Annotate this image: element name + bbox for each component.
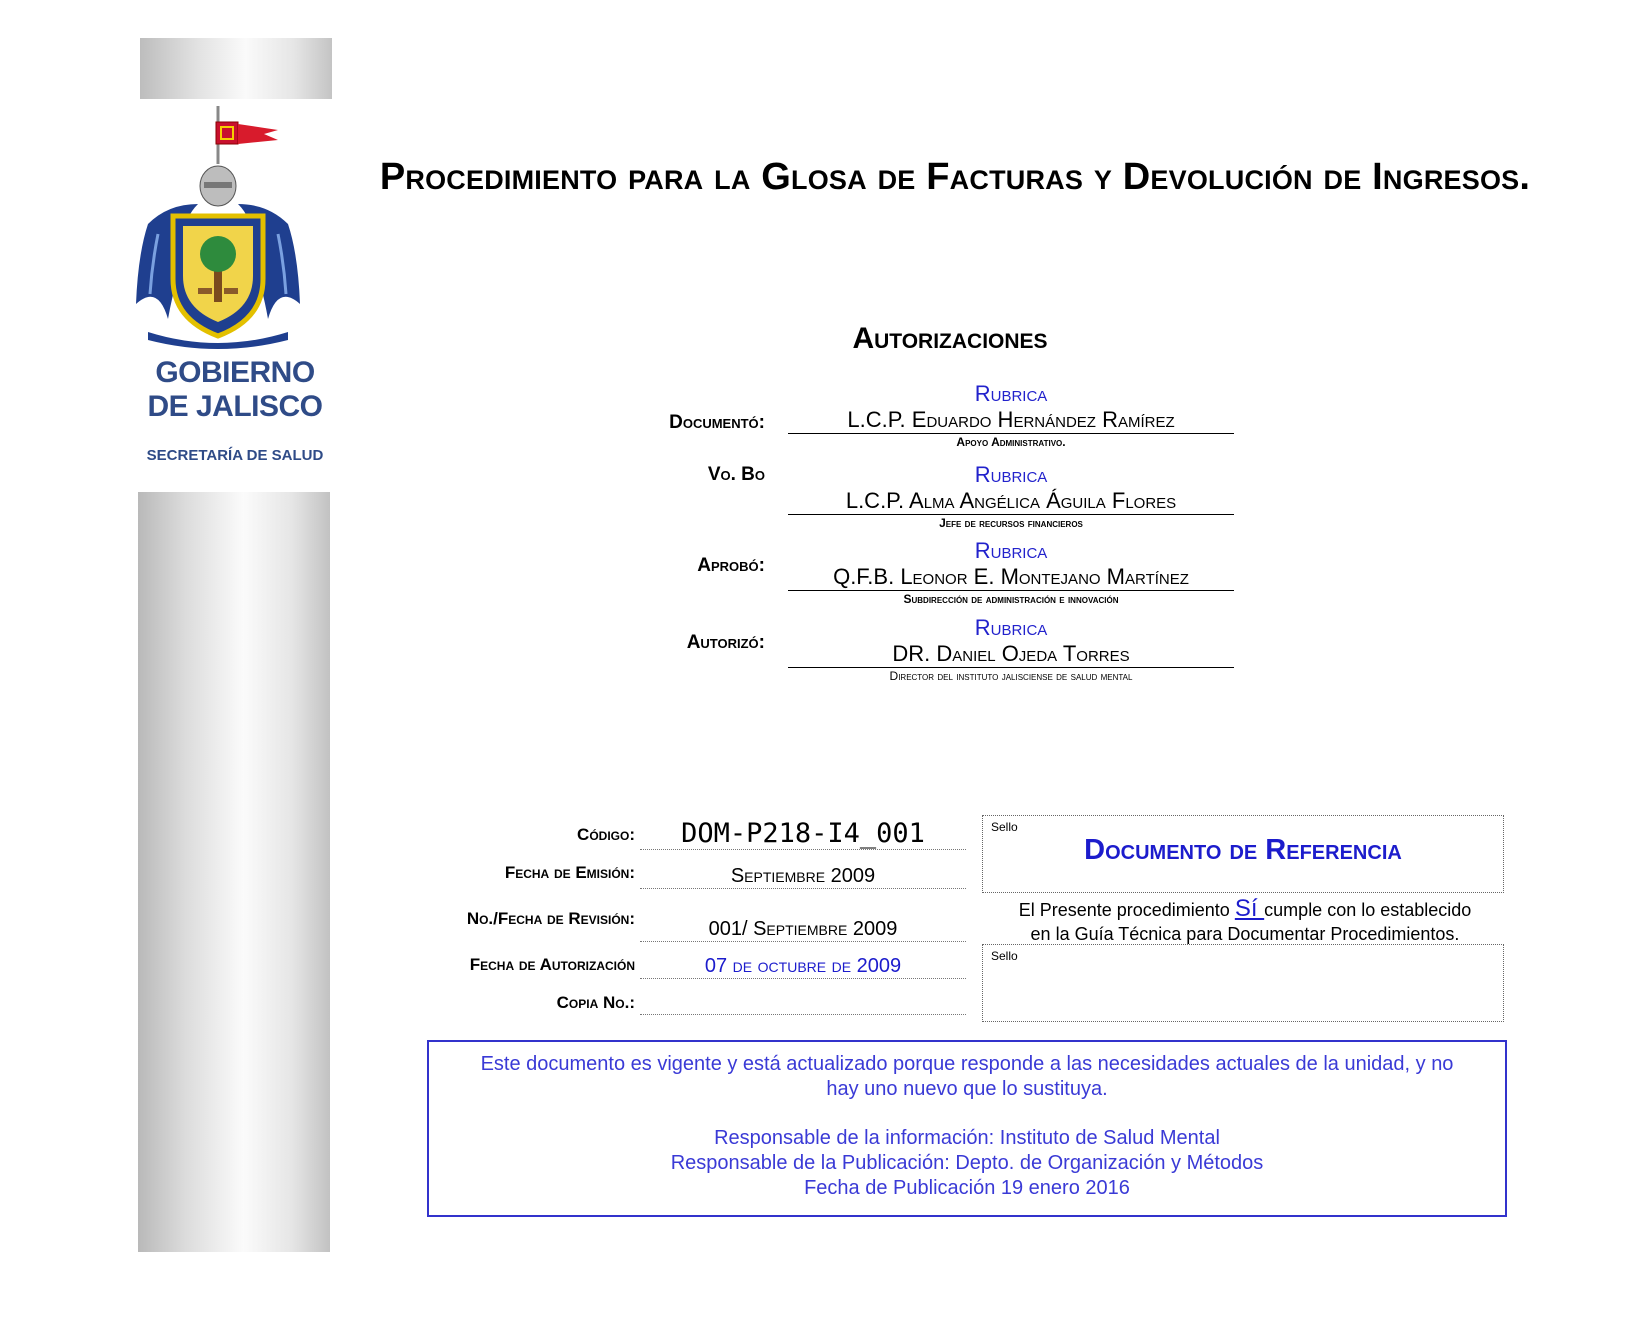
- signer-name: L.C.P. Eduardo Hernández Ramírez: [788, 407, 1234, 434]
- sig-label-vobo: Vo. Bo: [707, 464, 765, 485]
- compliance-text-line2: en la Guía Técnica para Documentar Procedimientos.: [1030, 924, 1460, 944]
- revision-label: No./Fecha de Revisión:: [466, 909, 635, 928]
- notice-line: Este documento es vigente y está actualizado porque responde a las necesidades actuales de la unidad, y no: [480, 1053, 1454, 1075]
- compliance-si: Sí: [1234, 895, 1265, 922]
- gobierno-de-jalisco-label: [130, 356, 340, 424]
- fecha-emision-label: Fecha de Emisión:: [504, 863, 635, 882]
- sello-box-stamp: [982, 944, 1504, 1022]
- compliance-text-before: El Presente procedimiento: [1018, 900, 1235, 920]
- fecha-emision-value: Septiembre 2009: [640, 865, 966, 889]
- rubrica-text: Rubrica: [974, 381, 1048, 406]
- notice-line: hay uno nuevo que lo sustituya.: [826, 1078, 1108, 1100]
- signature-block-vobo: [788, 462, 1234, 531]
- copia-value: [640, 990, 966, 1015]
- notice-line: Responsable de la Publicación: Depto. de Organización y Métodos: [670, 1152, 1264, 1174]
- side-gray-bar: [138, 492, 330, 1252]
- sello-label: Sello: [991, 949, 1018, 963]
- validity-notice-box: [427, 1040, 1507, 1217]
- document-title: Procedimiento para la Glosa de Facturas y Devolución de Ingresos.: [379, 156, 1531, 198]
- signer-position: Apoyo Administrativo.: [956, 435, 1066, 449]
- copia-label: Copia No.:: [556, 993, 635, 1012]
- revision-value: 001/ Septiembre 2009: [640, 918, 966, 942]
- secretaria-label: SECRETARÍA DE SALUD: [146, 447, 324, 464]
- codigo-label: Código:: [577, 825, 635, 844]
- compliance-text-after: cumple con lo establecido: [1264, 900, 1472, 920]
- gov-line-2: DE JALISCO: [147, 390, 323, 423]
- codigo-value: DOM-P218-I4_001: [640, 818, 966, 850]
- sello-label: Sello: [991, 820, 1018, 834]
- sig-label-autorizo: Autorizó:: [686, 632, 765, 653]
- signer-position: Subdirección de administración e innovación: [903, 592, 1119, 606]
- notice-line: Fecha de Publicación 19 enero 2016: [804, 1177, 1130, 1199]
- top-gray-bar: [140, 38, 332, 99]
- signature-block-aprobo: [788, 538, 1234, 607]
- sello-box-reference: [982, 815, 1504, 893]
- rubrica-text: Rubrica: [974, 462, 1048, 487]
- signer-name: Q.F.B. Leonor E. Montejano Martínez: [788, 564, 1234, 591]
- signer-name: L.C.P. Alma Angélica Águila Flores: [788, 488, 1234, 515]
- notice-line: Responsable de la información: Instituto de Salud Mental: [714, 1127, 1220, 1149]
- sig-label-aprobo: Aprobó:: [697, 555, 765, 576]
- rubrica-text: Rubrica: [974, 615, 1048, 640]
- jalisco-coat-of-arms: [128, 104, 308, 349]
- signer-position: Jefe de recursos financieros: [939, 516, 1083, 530]
- reference-document-title: Documento de Referencia: [1084, 834, 1402, 866]
- rubrica-text: Rubrica: [974, 538, 1048, 563]
- authorizations-heading: Autorizaciones: [852, 322, 1048, 355]
- signer-position: Director del instituto jalisciense de salud mental: [889, 669, 1133, 683]
- signature-block-documento: [788, 381, 1234, 450]
- fecha-autorizacion-value: 07 de octubre de 2009: [640, 955, 966, 979]
- signature-block-autorizo: [788, 615, 1234, 684]
- fecha-autorizacion-label: Fecha de Autorización: [469, 955, 635, 974]
- signer-name: DR. Daniel Ojeda Torres: [788, 641, 1234, 668]
- gov-line-1: GOBIERNO: [155, 356, 315, 389]
- guide-compliance-statement: [985, 897, 1505, 946]
- sig-label-documento: Documentó:: [669, 412, 765, 433]
